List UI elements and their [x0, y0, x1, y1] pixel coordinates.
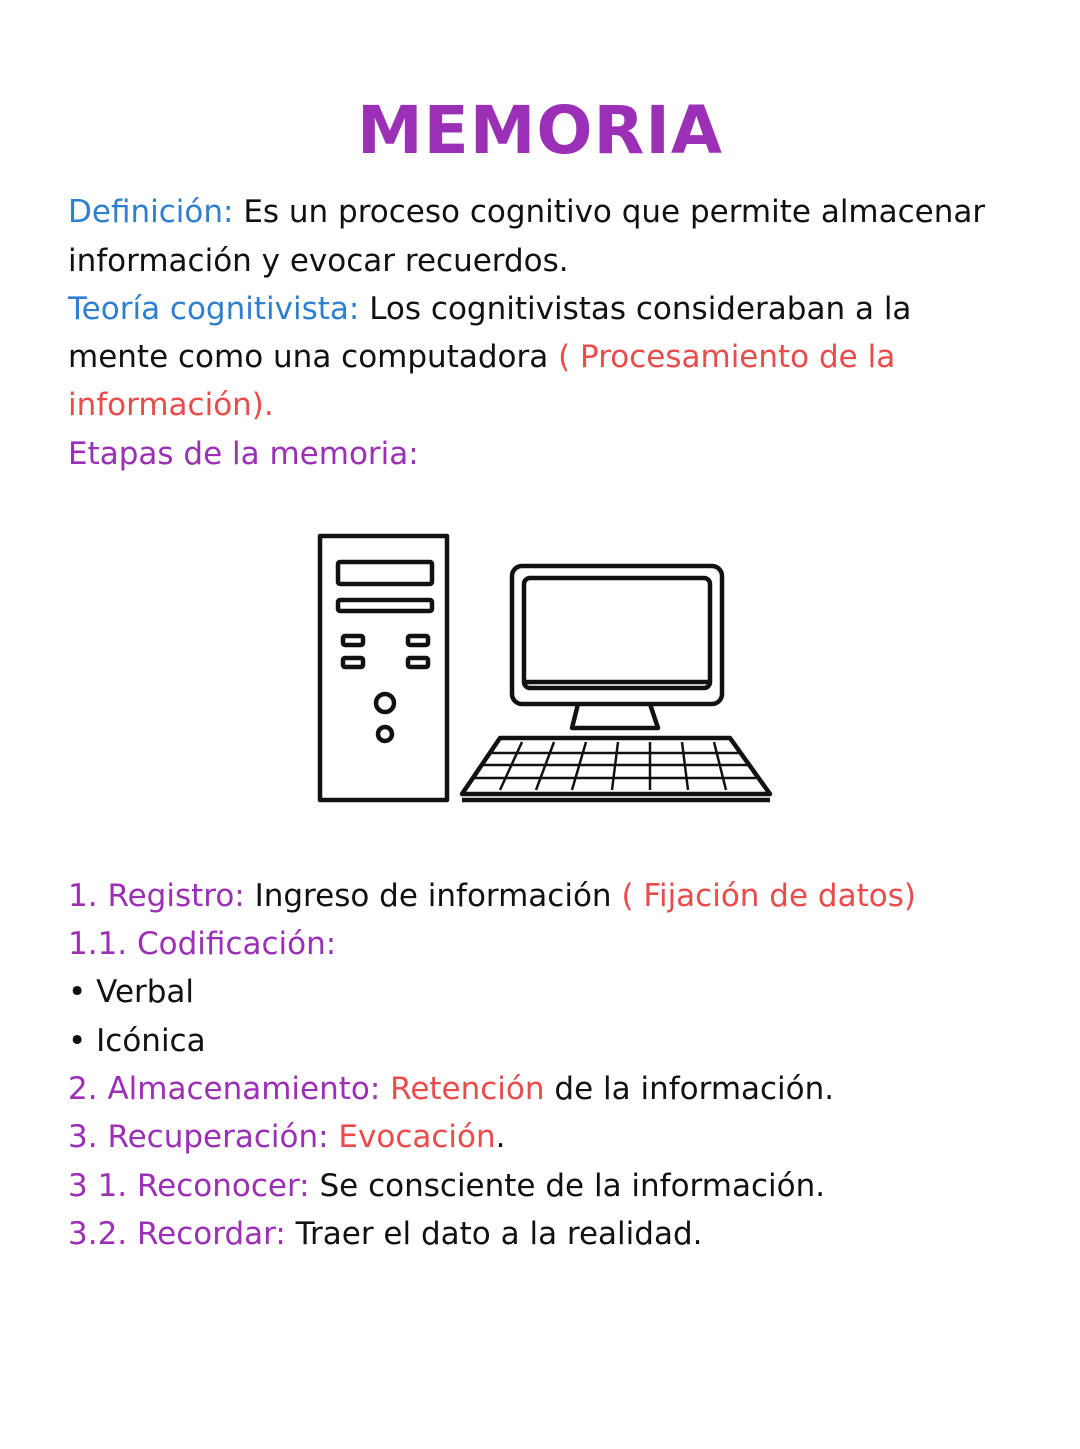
stage-2-line — [68, 1065, 1028, 1113]
stage-1-1-label: Codificación: — [137, 926, 337, 962]
stages-heading-line — [68, 430, 1028, 478]
stage-3-2-number: 3.2. — [68, 1216, 128, 1252]
definition-line-1 — [68, 188, 1028, 236]
theory-line-3 — [68, 381, 1028, 429]
stage-1-1-number: 1.1. — [68, 926, 128, 962]
stage-1-label: Registro: — [107, 878, 245, 914]
bullet-verbal-text: • Verbal — [68, 974, 195, 1010]
computer-illustration — [310, 528, 780, 813]
bullet-verbal — [68, 968, 1028, 1016]
stage-3-1-label: Reconocer: — [137, 1168, 310, 1204]
stage-3-dot: . — [495, 1119, 506, 1155]
stage-3-2-line — [68, 1210, 1028, 1258]
stage-3-2-text: Traer el dato a la realidad. — [295, 1216, 703, 1252]
keyboard-icon — [462, 738, 770, 800]
bullet-iconica — [68, 1017, 1028, 1065]
definition-text-1: Es un proceso cognitivo que permite almacenar — [243, 194, 986, 230]
computer-tower-icon — [320, 536, 447, 800]
stage-3-1-text: Se consciente de la información. — [319, 1168, 826, 1204]
stage-3-label: Recuperación: — [107, 1119, 329, 1155]
theory-text-2: mente como una computadora — [68, 339, 549, 375]
theory-text-1: Los cognitivistas consideraban a la — [369, 291, 912, 327]
theory-label: Teoría cognitivista: — [68, 291, 360, 327]
definition-text-2: información y evocar recuerdos. — [68, 243, 569, 279]
monitor-icon — [512, 566, 722, 728]
stage-2-text: de la información. — [554, 1071, 835, 1107]
theory-paren-2: información). — [68, 387, 274, 423]
theory-paren-1: ( Procesamiento de la — [558, 339, 896, 375]
theory-line-1 — [68, 285, 1028, 333]
stage-3-1-line — [68, 1162, 1028, 1210]
stage-3-highlight: Evocación — [338, 1119, 496, 1155]
stage-3-1-number: 3 1. — [68, 1168, 128, 1204]
stage-3-number: 3. — [68, 1119, 98, 1155]
definition-label: Definición: — [68, 194, 234, 230]
stage-1-text: Ingreso de información — [254, 878, 612, 914]
stage-1-1-line — [68, 920, 1028, 968]
stages-heading: Etapas de la memoria: — [68, 436, 419, 472]
theory-line-2 — [68, 333, 1028, 381]
stage-2-highlight: Retención — [390, 1071, 545, 1107]
page-title: MEMORIA — [356, 92, 723, 169]
bullet-iconica-text: • Icónica — [68, 1023, 206, 1059]
stage-1-number: 1. — [68, 878, 98, 914]
stage-3-line — [68, 1113, 1028, 1161]
stage-2-label: Almacenamiento: — [107, 1071, 381, 1107]
stage-3-2-label: Recordar: — [137, 1216, 286, 1252]
stage-2-number: 2. — [68, 1071, 98, 1107]
stage-1-paren: ( Fijación de datos) — [621, 878, 916, 914]
definition-line-2 — [68, 237, 1028, 285]
stage-1-line — [68, 872, 1028, 920]
